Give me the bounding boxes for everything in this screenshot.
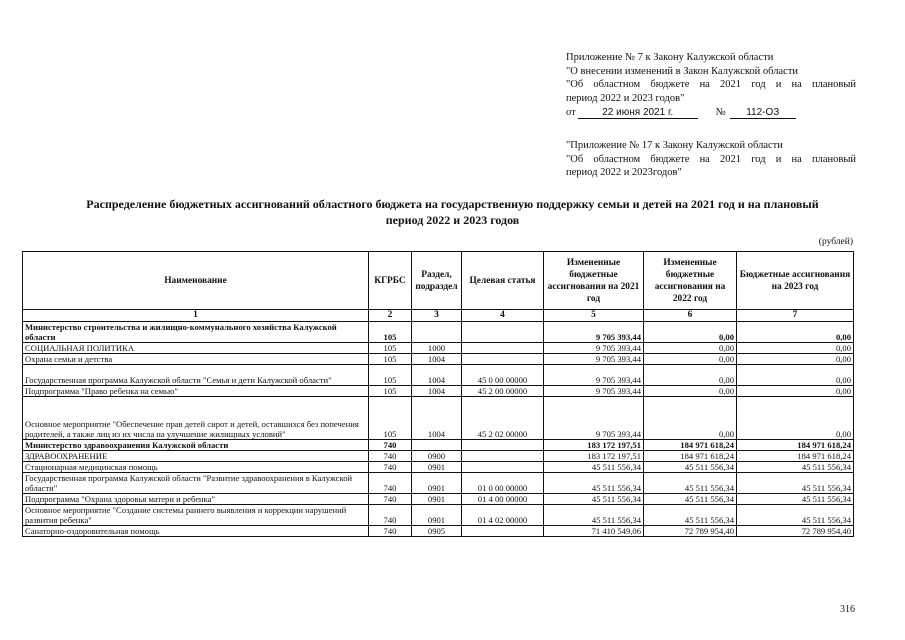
row-name: Основное мероприятие "Создание системы раннего выявления и коррекции нарушений развития ребенка"	[23, 505, 369, 526]
row-target	[462, 462, 544, 473]
appendix-7-line1: Приложение № 7 к Закону Калужской области	[566, 52, 774, 63]
title-line2: период 2022 и 2023 годов	[385, 213, 520, 227]
row-2023: 184 971 618,24	[737, 440, 854, 451]
header-name: Наименование	[23, 252, 369, 310]
row-2022: 45 511 556,34	[644, 462, 737, 473]
row-2021: 9 705 393,44	[544, 343, 644, 354]
budget-table	[22, 251, 854, 537]
col-number: 3	[412, 310, 462, 322]
row-2023: 45 511 556,34	[737, 462, 854, 473]
row-section	[412, 440, 462, 451]
row-2021: 45 511 556,34	[544, 462, 644, 473]
row-2023: 45 511 556,34	[737, 505, 854, 526]
row-2021: 9 705 393,44	[544, 322, 644, 343]
row-2022: 184 971 618,24	[644, 451, 737, 462]
header-kgrbs: КГРБС	[369, 252, 412, 310]
table-row	[23, 322, 854, 343]
appendix-17-line3: период 2022 и 2023годов"	[566, 167, 682, 178]
row-kgrbs: 740	[369, 462, 412, 473]
row-name: Основное мероприятие "Обеспечение прав детей сирот и детей, оставшихся без попечения родителей, а также лиц из их числа на улучшение жилищных условий"	[23, 397, 369, 440]
row-2021: 71 410 549,06	[544, 526, 644, 537]
row-2022: 0,00	[644, 397, 737, 440]
table-row	[23, 473, 854, 494]
row-2022: 45 511 556,34	[644, 505, 737, 526]
date-prefix: от	[566, 106, 576, 118]
document-title	[40, 196, 865, 228]
row-2023: 0,00	[737, 386, 854, 397]
table-row	[23, 354, 854, 365]
row-2021: 45 511 556,34	[544, 505, 644, 526]
row-2023: 0,00	[737, 354, 854, 365]
table-row	[23, 505, 854, 526]
row-2022: 0,00	[644, 386, 737, 397]
col-number: 4	[462, 310, 544, 322]
row-2023: 184 971 618,24	[737, 451, 854, 462]
row-target: 01 4 02 00000	[462, 505, 544, 526]
row-section: 1004	[412, 386, 462, 397]
row-name: Охрана семьи и детства	[23, 354, 369, 365]
appendix-7-header	[566, 51, 856, 119]
row-section: 0901	[412, 473, 462, 494]
appendix-7-line2: "О внесении изменений в Закон Калужской области	[566, 65, 799, 77]
row-name: Подпрограмма "Право ребенка на семью"	[23, 386, 369, 397]
row-2022: 0,00	[644, 343, 737, 354]
row-section: 0905	[412, 526, 462, 537]
header-2021: Измененные бюджетные ассигнования на 2021 год	[544, 252, 644, 310]
row-2022: 0,00	[644, 365, 737, 386]
header-section: Раздел, подраздел	[412, 252, 462, 310]
row-2022: 45 511 556,34	[644, 473, 737, 494]
row-section: 0901	[412, 505, 462, 526]
row-2021: 183 172 197,51	[544, 451, 644, 462]
row-kgrbs: 105	[369, 343, 412, 354]
appendix-17-line1: "Приложение № 17 к Закону Калужской области	[566, 140, 783, 151]
row-name: Подпрограмма "Охрана здоровья матери и ребенка"	[23, 494, 369, 505]
row-name: Министерство строительства и жилищно-коммунального хозяйства Калужской области	[23, 322, 369, 343]
appendix-7-line3: "Об областном бюджете на 2021 год и на плановый	[566, 79, 856, 90]
row-target: 45 2 00 00000	[462, 386, 544, 397]
row-name: Стационарная медицинская помощь	[23, 462, 369, 473]
row-name: СОЦИАЛЬНАЯ ПОЛИТИКА	[23, 343, 369, 354]
row-target: 45 0 00 00000	[462, 365, 544, 386]
col-number: 6	[644, 310, 737, 322]
row-2022: 72 789 954,40	[644, 526, 737, 537]
row-2022: 0,00	[644, 354, 737, 365]
table-row	[23, 462, 854, 473]
row-target: 01 0 00 00000	[462, 473, 544, 494]
row-section: 1000	[412, 343, 462, 354]
row-section: 1004	[412, 397, 462, 440]
row-kgrbs: 740	[369, 526, 412, 537]
row-kgrbs: 740	[369, 494, 412, 505]
row-2023: 0,00	[737, 322, 854, 343]
law-date: 22 июня 2021 г.	[578, 107, 698, 119]
column-number-row	[23, 310, 854, 322]
appendix-17-header	[566, 139, 856, 180]
table-row	[23, 451, 854, 462]
row-kgrbs: 105	[369, 354, 412, 365]
header-2023: Бюджетные ассигнования на 2023 год	[737, 252, 854, 310]
row-2021: 45 511 556,34	[544, 494, 644, 505]
appendix-7-line4: период 2022 и 2023 годов"	[566, 92, 685, 104]
row-target	[462, 343, 544, 354]
row-kgrbs: 740	[369, 473, 412, 494]
row-2022: 184 971 618,24	[644, 440, 737, 451]
row-name: Государственная программа Калужской области "Развитие здравоохранения в Калужской области"	[23, 473, 369, 494]
row-target: 01 4 00 00000	[462, 494, 544, 505]
page-number: 316	[840, 604, 855, 615]
table-row	[23, 365, 854, 386]
row-kgrbs: 740	[369, 451, 412, 462]
table-row	[23, 526, 854, 537]
row-2021: 9 705 393,44	[544, 386, 644, 397]
header-2022: Измененные бюджетные ассигнования на 2022 год	[644, 252, 737, 310]
row-kgrbs: 105	[369, 365, 412, 386]
row-section: 0901	[412, 494, 462, 505]
row-2023: 45 511 556,34	[737, 473, 854, 494]
row-kgrbs: 740	[369, 505, 412, 526]
row-2021: 9 705 393,44	[544, 354, 644, 365]
col-number: 2	[369, 310, 412, 322]
unit-label: (рублей)	[818, 237, 853, 247]
row-target: 45 2 02 00000	[462, 397, 544, 440]
table-header-row	[23, 252, 854, 310]
row-kgrbs: 105	[369, 386, 412, 397]
row-name: Санаторно-оздоровительная помощь	[23, 526, 369, 537]
table-row	[23, 386, 854, 397]
row-target	[462, 526, 544, 537]
col-number: 7	[737, 310, 854, 322]
header-target: Целевая статья	[462, 252, 544, 310]
row-section: 0900	[412, 451, 462, 462]
row-name: Министерство здравоохранения Калужской области	[23, 440, 369, 451]
row-2023: 72 789 954,40	[737, 526, 854, 537]
row-section: 0901	[412, 462, 462, 473]
row-2021: 9 705 393,44	[544, 365, 644, 386]
number-prefix: №	[715, 106, 726, 118]
row-2023: 0,00	[737, 343, 854, 354]
law-date-number-row	[566, 105, 856, 119]
law-number: 112-ОЗ	[730, 107, 796, 119]
table-row	[23, 494, 854, 505]
table-row	[23, 343, 854, 354]
row-kgrbs: 740	[369, 440, 412, 451]
col-number: 5	[544, 310, 644, 322]
row-2023: 45 511 556,34	[737, 494, 854, 505]
row-2022: 0,00	[644, 322, 737, 343]
row-2023: 0,00	[737, 397, 854, 440]
row-section: 1004	[412, 354, 462, 365]
row-2022: 45 511 556,34	[644, 494, 737, 505]
row-target	[462, 354, 544, 365]
row-2021: 9 705 393,44	[544, 397, 644, 440]
row-kgrbs: 105	[369, 397, 412, 440]
row-section: 1004	[412, 365, 462, 386]
table-row	[23, 397, 854, 440]
row-2023: 0,00	[737, 365, 854, 386]
appendix-17-line2: "Об областном бюджете на 2021 год и на плановый	[566, 153, 856, 165]
row-name: ЗДРАВООХРАНЕНИЕ	[23, 451, 369, 462]
row-kgrbs: 105	[369, 322, 412, 343]
row-section	[412, 322, 462, 343]
row-target	[462, 451, 544, 462]
row-target	[462, 440, 544, 451]
table-row	[23, 440, 854, 451]
row-2021: 45 511 556,34	[544, 473, 644, 494]
col-number: 1	[23, 310, 369, 322]
title-line1: Распределение бюджетных ассигнований областного бюджета на государственную поддержку семьи и детей на 2021 год и на плановый	[86, 197, 819, 211]
row-target	[462, 322, 544, 343]
row-name: Государственная программа Калужской области "Семья и дети Калужской области"	[23, 365, 369, 386]
row-2021: 183 172 197,51	[544, 440, 644, 451]
